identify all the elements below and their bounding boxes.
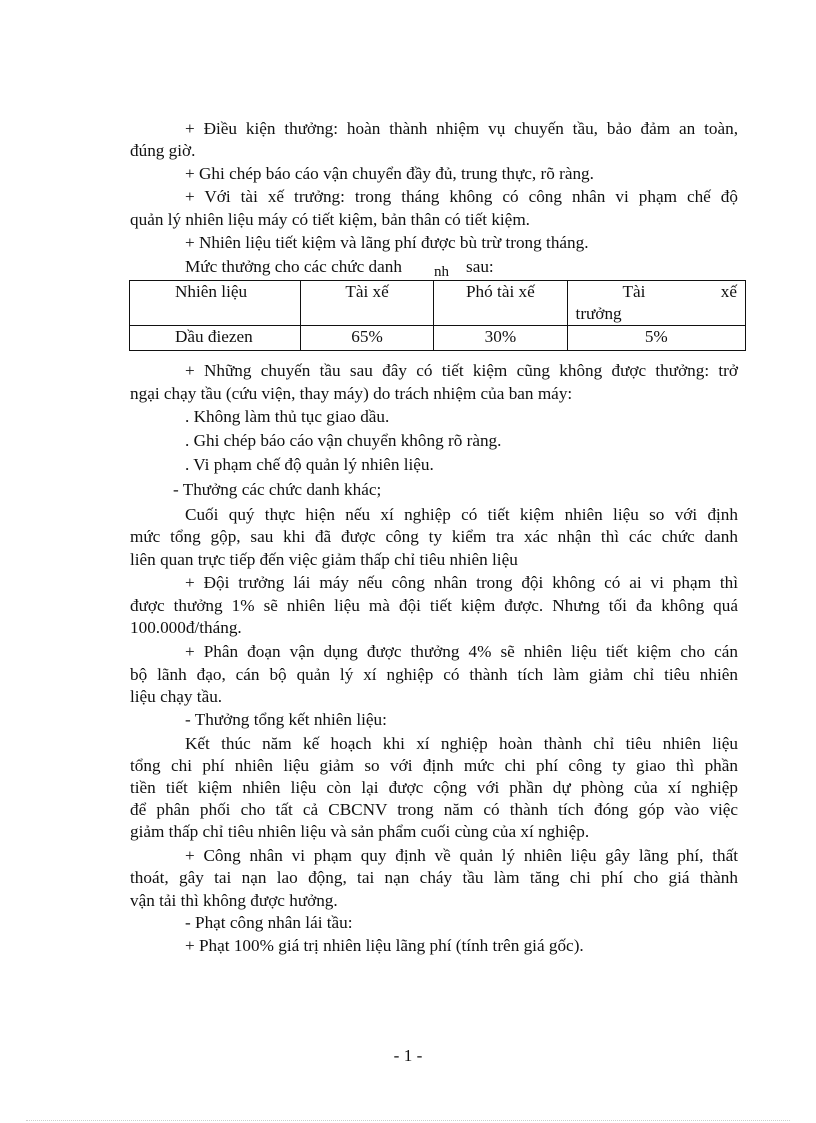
table-cell: 65% xyxy=(300,326,433,351)
paragraph-line: + Điều kiện thưởng: hoàn thành nhiệm vụ chuyến tầu, bảo đảm an toàn, xyxy=(185,119,738,138)
paragraph-line: liên quan trực tiếp đến việc giảm thấp chỉ tiêu nhiên liệu xyxy=(130,550,518,569)
paragraph-line: bộ lãnh đạo, cán bộ quản lý xí nghiệp có thành tích làm giảm chỉ tiêu nhiên xyxy=(130,665,738,684)
table-header-cell: Nhiên liệu xyxy=(130,281,301,326)
header-word: xế xyxy=(720,282,737,301)
paragraph-line: quản lý nhiên liệu máy có tiết kiệm, bản thân có tiết kiệm. xyxy=(130,210,530,229)
paragraph-line: + Công nhân vi phạm quy định về quản lý nhiên liệu gây lãng phí, thất xyxy=(185,846,738,865)
paragraph-line: ngại chạy tầu (cứu viện, thay máy) do trách nhiệm của ban máy: xyxy=(130,384,573,403)
paragraph-line: + Những chuyến tầu sau đây có tiết kiệm cũng không được thưởng: trở xyxy=(185,361,738,380)
paragraph-line: + Đội trưởng lái máy nếu công nhân trong đội không có ai vi phạm thì xyxy=(185,573,738,592)
page-bottom-divider xyxy=(26,1120,790,1121)
header-word: Tài xyxy=(622,282,646,301)
paragraph-line: + Phân đoạn vận dụng được thưởng 4% sẽ nhiên liệu tiết kiệm cho cán xyxy=(185,642,738,661)
table-header-cell: Tài xế xyxy=(300,281,433,326)
table-cell: 30% xyxy=(434,326,567,351)
paragraph-line: Kết thúc năm kế hoạch khi xí nghiệp hoàn thành chỉ tiêu nhiên liệu xyxy=(185,734,738,753)
paragraph-line: 100.000đ/tháng. xyxy=(130,618,242,637)
paragraph-line: đúng giờ. xyxy=(130,141,196,160)
paragraph-line: mức tổng gộp, sau khi đã được công ty kiểm tra xác nhận thì các chức danh xyxy=(130,527,738,546)
table-header-row xyxy=(130,281,746,326)
table-header-cell: Phó tài xế xyxy=(434,281,567,326)
paragraph-line: được thưởng 1% sẽ nhiên liệu mà đội tiết kiệm được. Nhưng tối đa không quá xyxy=(130,596,738,615)
paragraph-line: - Thưởng các chức danh khác; xyxy=(173,480,382,499)
table-row xyxy=(130,326,746,351)
paragraph-line: - Thưởng tổng kết nhiên liệu: xyxy=(185,710,387,729)
paragraph-line: tổng chi phí nhiên liệu giảm so với định mức chi phí công ty giao thì phần xyxy=(130,756,738,775)
table-cell: Dầu điezen xyxy=(130,326,301,351)
paragraph-line: + Phạt 100% giá trị nhiên liệu lãng phí (tính trên giá gốc). xyxy=(185,936,584,955)
paragraph-line-tail: sau: xyxy=(466,257,494,276)
paragraph-line: tiền tiết kiệm nhiên liệu còn lại được cộng với phần dự phòng của xí nghiệp xyxy=(130,778,738,797)
table-cell: 5% xyxy=(567,326,745,351)
paragraph-line: liệu chạy tầu. xyxy=(130,687,223,706)
paragraph-line: giảm thấp chỉ tiêu nhiên liệu và sản phẩm cuối cùng của xí nghiệp. xyxy=(130,822,590,841)
paragraph-line: + Với tài xế trưởng: trong tháng không có công nhân vi phạm chế độ xyxy=(185,187,738,206)
paragraph-line: Cuối quý thực hiện nếu xí nghiệp có tiết kiệm nhiên liệu so với định xyxy=(185,505,738,524)
paragraph-line: thoát, gây tai nạn lao động, tai nạn cháy tầu làm tăng chi phí cho giá thành xyxy=(130,868,738,887)
paragraph-line: - Phạt công nhân lái tầu: xyxy=(185,913,353,932)
table-header-cell xyxy=(567,281,745,326)
paragraph-line: . Vi phạm chế độ quản lý nhiên liệu. xyxy=(185,455,434,474)
paragraph-line: + Ghi chép báo cáo vận chuyển đầy đủ, trung thực, rõ ràng. xyxy=(185,164,594,183)
paragraph-line: . Ghi chép báo cáo vận chuyển không rõ ràng. xyxy=(185,431,502,450)
paragraph-line: vận tải thì không được hưởng. xyxy=(130,891,338,910)
paragraph-line: Mức thưởng cho các chức danh xyxy=(185,257,402,276)
paragraph-line: + Nhiên liệu tiết kiệm và lãng phí được bù trừ trong tháng. xyxy=(185,233,589,252)
paragraph-line: . Không làm thủ tục giao dầu. xyxy=(185,407,390,426)
paragraph-line: để phân phối cho tất cả CBCNV trong năm có thành tích đóng góp vào việc xyxy=(130,800,738,819)
header-word: trưởng xyxy=(575,304,622,323)
reward-table xyxy=(129,280,746,351)
page-number: - 1 - xyxy=(393,1046,423,1065)
superscript-fragment: nh xyxy=(434,264,449,280)
